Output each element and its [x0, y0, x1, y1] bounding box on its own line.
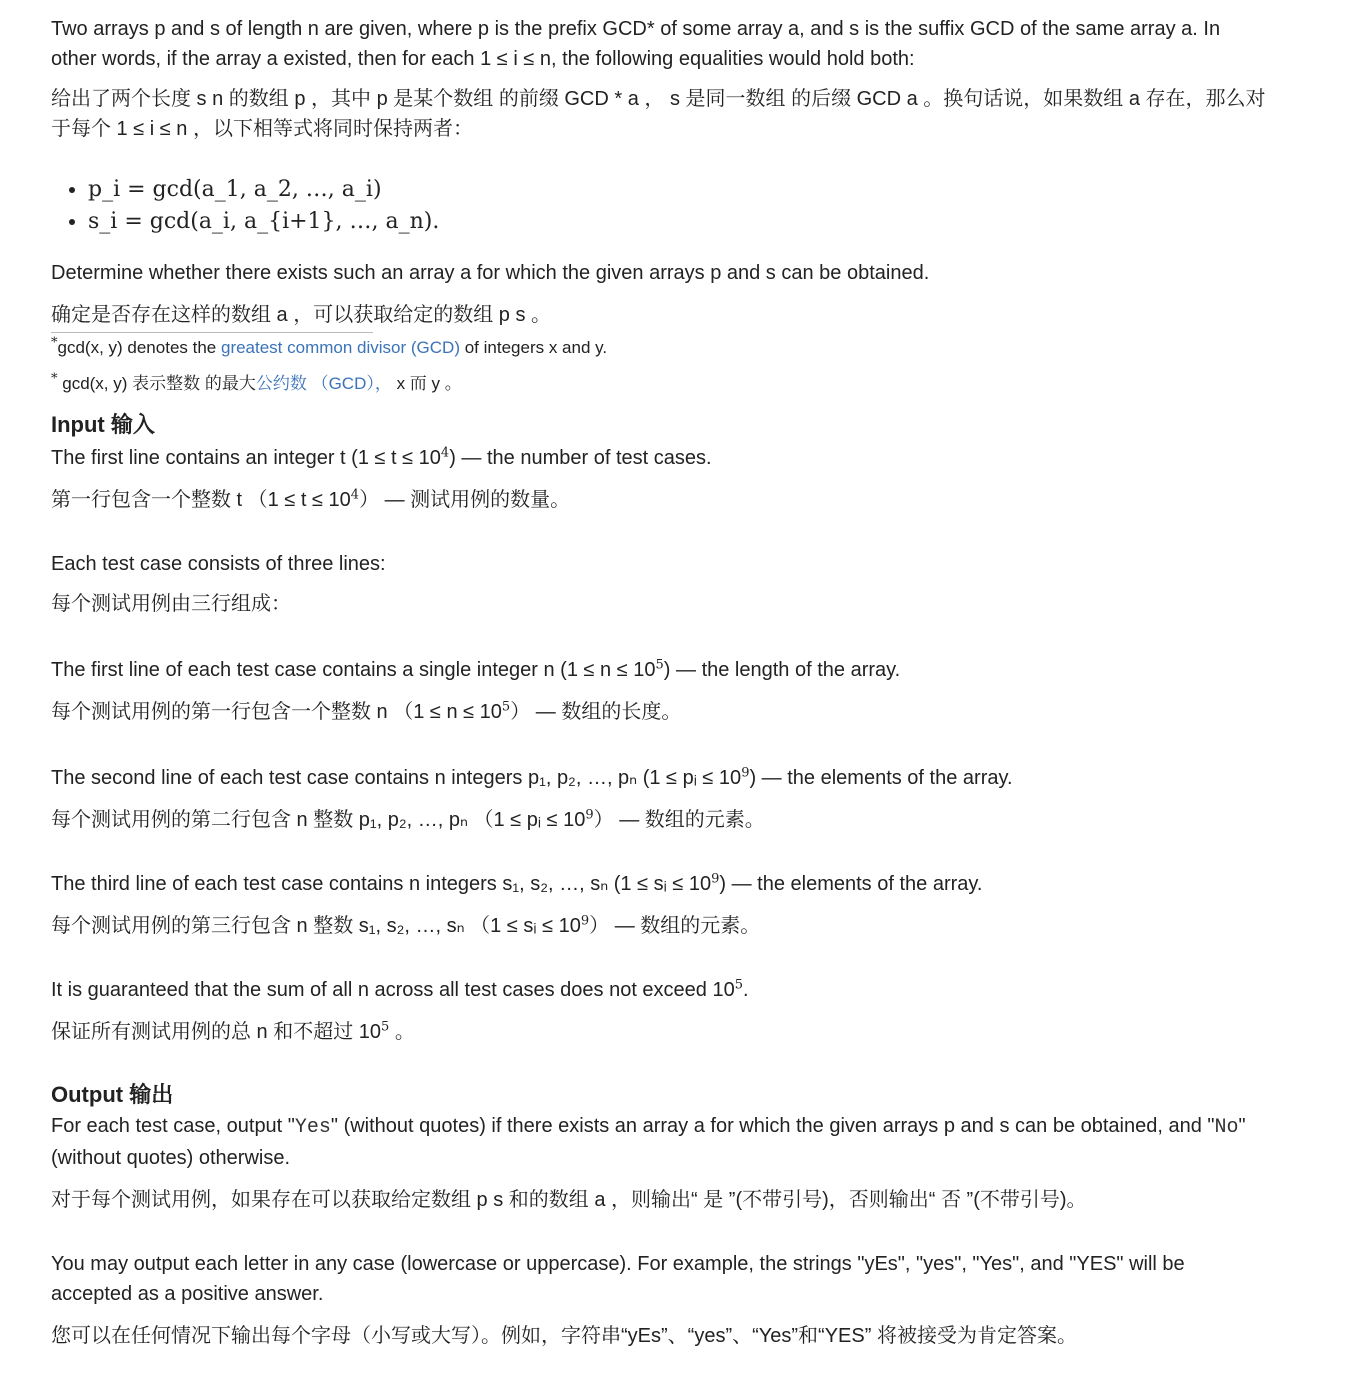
no-literal: No	[1214, 1116, 1239, 1139]
t-constraint-zh: 第一行包含一个整数 t $(1 \le t \le 10^4)$ — 测试用例的数量。	[51, 487, 571, 511]
output-en-line-2: (without quotes) otherwise.	[51, 1147, 291, 1169]
intro-zh-line-2: 于每个 1 ≤ i ≤ n ，以下相等式将同时保持两者：	[51, 118, 473, 140]
yes-literal: Yes	[294, 1116, 331, 1139]
gcd-link[interactable]: greatest common divisor (GCD)	[220, 338, 460, 357]
case-zh: 您可以在任何情况下输出每个字母（小写或大写）。例如，字符串“yEs”、“yes”、“Yes”和“YES” 将被接受为肯定答案。	[51, 1325, 1077, 1347]
intro-en-line-1: Two arrays p and s of length n are given, where p is the prefix GCD* of some array a, and s is the suffix GCD of the same array a. In	[51, 18, 1221, 40]
s-constraint-zh: 每个测试用例的第三行包含 n 整数 s₁, s₂, …, sₙ （1 ≤ sᵢ ≤ $10^9$） — 数组的元素。	[51, 913, 761, 937]
output-en-line-1: For each test case, output "Yes" (without quotes) if there exists an array a for which the given arrays p and s can be obtained, and "No"	[51, 1115, 1246, 1139]
intro-en-line-2: other words, if the array a existed, then for each 1 ≤ i ≤ n, the following equalities would hold both:	[51, 48, 915, 70]
intro-zh-line-1: 给出了两个长度 s n 的数组 p ，其中 p 是某个数组 的前缀 GCD * a ， s 是同一数组 的后缀 GCD a 。换句话说，如果数组 a 存在，那么对	[51, 88, 1266, 110]
determine-zh: 确定是否存在这样的数组 a ，可以获取给定的数组 p s 。	[51, 304, 552, 326]
determine-en: Determine whether there exists such an array a for which the given arrays p and s can be obtained.	[51, 262, 930, 284]
s-constraint-en: The third line of each test case contains n integers s₁, s₂, …, sₙ (1 ≤ sᵢ ≤ $10^9$) — the elements of the array.	[51, 871, 983, 895]
sum-constraint-zh: 保证所有测试用例的总 n 和不超过 $10^5$ 。	[51, 1019, 415, 1043]
case-en-line-1: You may output each letter in any case (lowercase or uppercase). For example, the strings "yEs", "yes", "Yes", and "YES" will be	[51, 1253, 1185, 1275]
case-en-line-2: accepted as a positive answer.	[51, 1283, 324, 1305]
equality-list	[51, 174, 1351, 238]
output-heading: Output 输出	[51, 1082, 174, 1107]
sum-constraint-en: It is guaranteed that the sum of all n across all test cases does not exceed $10^5$.	[51, 977, 749, 1001]
footnote-en: *gcd(x, y) denotes the greatest common divisor (GCD) of integers x and y.	[51, 335, 608, 357]
footnote-en-pre: gcd(x, y) denotes the	[57, 338, 221, 357]
t-constraint-en: The first line contains an integer t $(1 \le t \le 10^4)$ — the number of test cases.	[51, 445, 712, 469]
footnote-zh-pre: gcd(x, y) 表示整数 的最大	[62, 374, 256, 393]
p-constraint-en: The second line of each test case contains n integers p₁, p₂, …, pₙ (1 ≤ pᵢ ≤ $10^9$) — the elements of the array.	[51, 765, 1013, 789]
output-zh: 对于每个测试用例，如果存在可以获取给定数组 p s 和的数组 a ，则输出“ 是 ”(不带引号)，否则输出“ 否 ”(不带引号)。	[51, 1189, 1087, 1211]
footnote-zh: * gcd(x, y) 表示整数 的最大公约数 （GCD）， x 而 y 。	[51, 371, 462, 393]
n-constraint-zh: 每个测试用例的第一行包含一个整数 n $(1 \le n \le 10^5)$ — 数组的长度。	[51, 699, 682, 723]
problem-statement	[51, 14, 1351, 1351]
cases-zh: 每个测试用例由三行组成：	[51, 593, 291, 615]
footnote-zh-post: x 而 y 。	[391, 374, 462, 393]
footnote-en-post: of integers x and y.	[460, 338, 608, 357]
suffix-gcd-formula: • s_i = gcd(a_i, a_{i+1}, …, a_n).	[88, 206, 1351, 238]
input-heading: Input 输入	[51, 412, 155, 437]
p-constraint-zh: 每个测试用例的第二行包含 n 整数 p₁, p₂, …, pₙ （1 ≤ pᵢ ≤ $10^9$） — 数组的元素。	[51, 807, 765, 831]
cases-en: Each test case consists of three lines:	[51, 553, 386, 575]
prefix-gcd-formula: • p_i = gcd(a_1, a_2, …, a_i)	[88, 174, 1351, 206]
gcd-link-zh[interactable]: 公约数 （GCD），	[255, 374, 392, 393]
n-constraint-en: The first line of each test case contains a single integer n $(1 \le n \le 10^5)$ — the length of the array.	[51, 657, 901, 681]
footnote-divider	[51, 332, 373, 333]
